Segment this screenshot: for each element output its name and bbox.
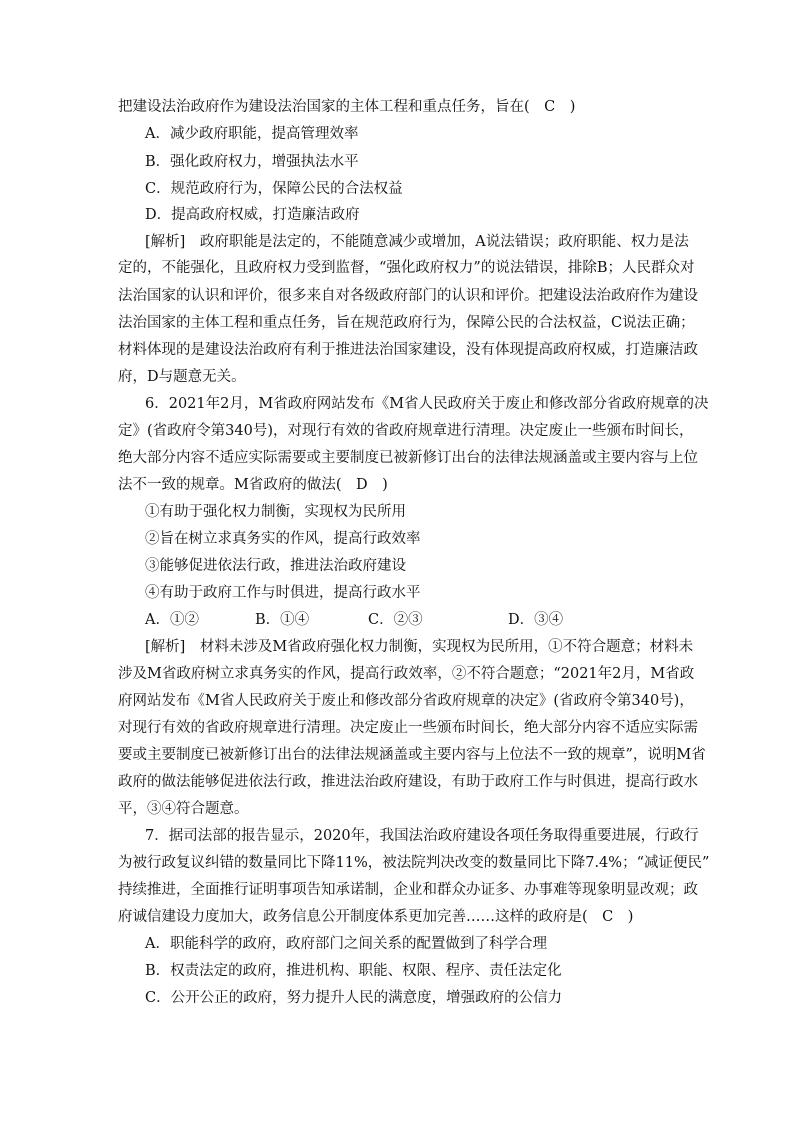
q6-item-3: ③能够促进依法行政，推进法治政府建设 — [145, 558, 406, 574]
q5-option-a: A．减少政府职能，提高管理效率 — [145, 126, 359, 142]
q6-option-b: B．①④ — [255, 612, 310, 628]
q6-item-1: ①有助于强化权力制衡，实现权为民所用 — [145, 504, 406, 520]
q5-analysis-line: 法治国家的主体工程和重点任务，旨在规范政府行为，保障公民的合法权益，C说法正确； — [118, 315, 695, 331]
q7-option-c: C．公开公正的政府，努力提升人民的满意度，增强政府的公信力 — [145, 990, 563, 1006]
q6-analysis-line: 对现行有效的省政府规章进行清理。决定废止一些颁布时间长，绝大部分内容不适应实际需 — [118, 720, 698, 736]
q6-analysis-line: 政府的做法能够促进依法行政，推进法治政府建设，有助于政府工作与时俱进，提高行政水 — [118, 774, 698, 790]
q7-stem-line: 7．据司法部的报告显示，2020年，我国法治政府建设各项任务取得重要进展，行政行 — [145, 828, 699, 844]
q6-analysis-line: 要或主要制度已被新修订出台的法律法规涵盖或主要内容与上位法不一致的规章”，说明M省 — [118, 747, 706, 763]
q6-option-c: C．②③ — [368, 612, 423, 628]
q5-analysis-line: 定的，不能强化，且政府权力受到监督，“强化政府权力”的说法错误，排除B；人民群众对 — [118, 260, 695, 276]
q5-analysis-line: 府，D与题意无关。 — [118, 369, 246, 385]
q7-option-b: B．权责法定的政府，推进机构、职能、权限、程序、责任法定化 — [145, 963, 562, 979]
q5-analysis-line: 材料体现的是建设法治政府有利于推进法治国家建设，没有体现提高政府权威，打造廉洁政 — [118, 342, 698, 358]
q6-analysis-line: 府网站发布《M省人民政府关于废止和修改部分省政府规章的决定》(省政府令第340号)， — [118, 693, 694, 709]
q7-stem-line: 府诚信建设力度加大，政务信息公开制度体系更加完善……这样的政府是( C ) — [118, 909, 634, 925]
q6-analysis-line: 平，③④符合题意。 — [118, 801, 249, 817]
q6-stem-line: 定》(省政府令第340号)，对现行有效的省政府规章进行清理。决定废止一些颁布时间长， — [118, 423, 694, 439]
q5-option-b: B．强化政府权力，增强执法水平 — [145, 154, 359, 170]
q7-option-a: A．职能科学的政府，政府部门之间关系的配置做到了科学合理 — [145, 936, 547, 952]
q5-analysis-line: [解析] 政府职能是法定的，不能随意减少或增加，A说法错误；政府职能、权力是法 — [145, 234, 689, 250]
q7-stem-line: 为被行政复议纠错的数量同比下降11%，被法院判决改变的数量同比下降7.4%；“减证便民” — [118, 855, 710, 871]
q6-stem-line: 绝大部分内容不适应实际需要或主要制度已被新修订出台的法律法规涵盖或主要内容与上位 — [118, 450, 698, 466]
q6-item-2: ②旨在树立求真务实的作风，提高行政效率 — [145, 531, 421, 547]
q6-option-d: D．③④ — [508, 612, 564, 628]
q5-analysis-line: 法治国家的认识和评价，很多来自对各级政府部门的认识和评价。把建设法治政府作为建设 — [118, 288, 698, 304]
q5-option-c: C．规范政府行为，保障公民的合法权益 — [145, 181, 403, 197]
q7-stem-line: 持续推进，全面推行证明事项告知承诺制，企业和群众办证多、办事难等现象明显改观；政 — [118, 882, 698, 898]
q6-analysis-line: [解析] 材料未涉及M省政府强化权力制衡，实现权为民所用，①不符合题意；材料未 — [145, 639, 694, 655]
q6-options-row — [145, 610, 615, 630]
q6-analysis-line: 涉及M省政府树立求真务实的作风，提高行政效率，②不符合题意；“2021年2月，M省政 — [118, 666, 695, 682]
q5-option-d: D．提高政府权威，打造廉洁政府 — [145, 207, 360, 223]
q6-item-4: ④有助于政府工作与时俱进，提高行政水平 — [145, 585, 421, 601]
q6-stem-line: 6．2021年2月，M省政府网站发布《M省人民政府关于废止和修改部分省政府规章的决 — [145, 396, 709, 412]
q6-stem-line: 法不一致的规章。M省政府的做法( D ) — [118, 477, 388, 493]
q6-option-a: A．①② — [145, 612, 199, 628]
q5-stem: 把建设法治政府作为建设法治国家的主体工程和重点任务，旨在( C ) — [118, 99, 576, 115]
